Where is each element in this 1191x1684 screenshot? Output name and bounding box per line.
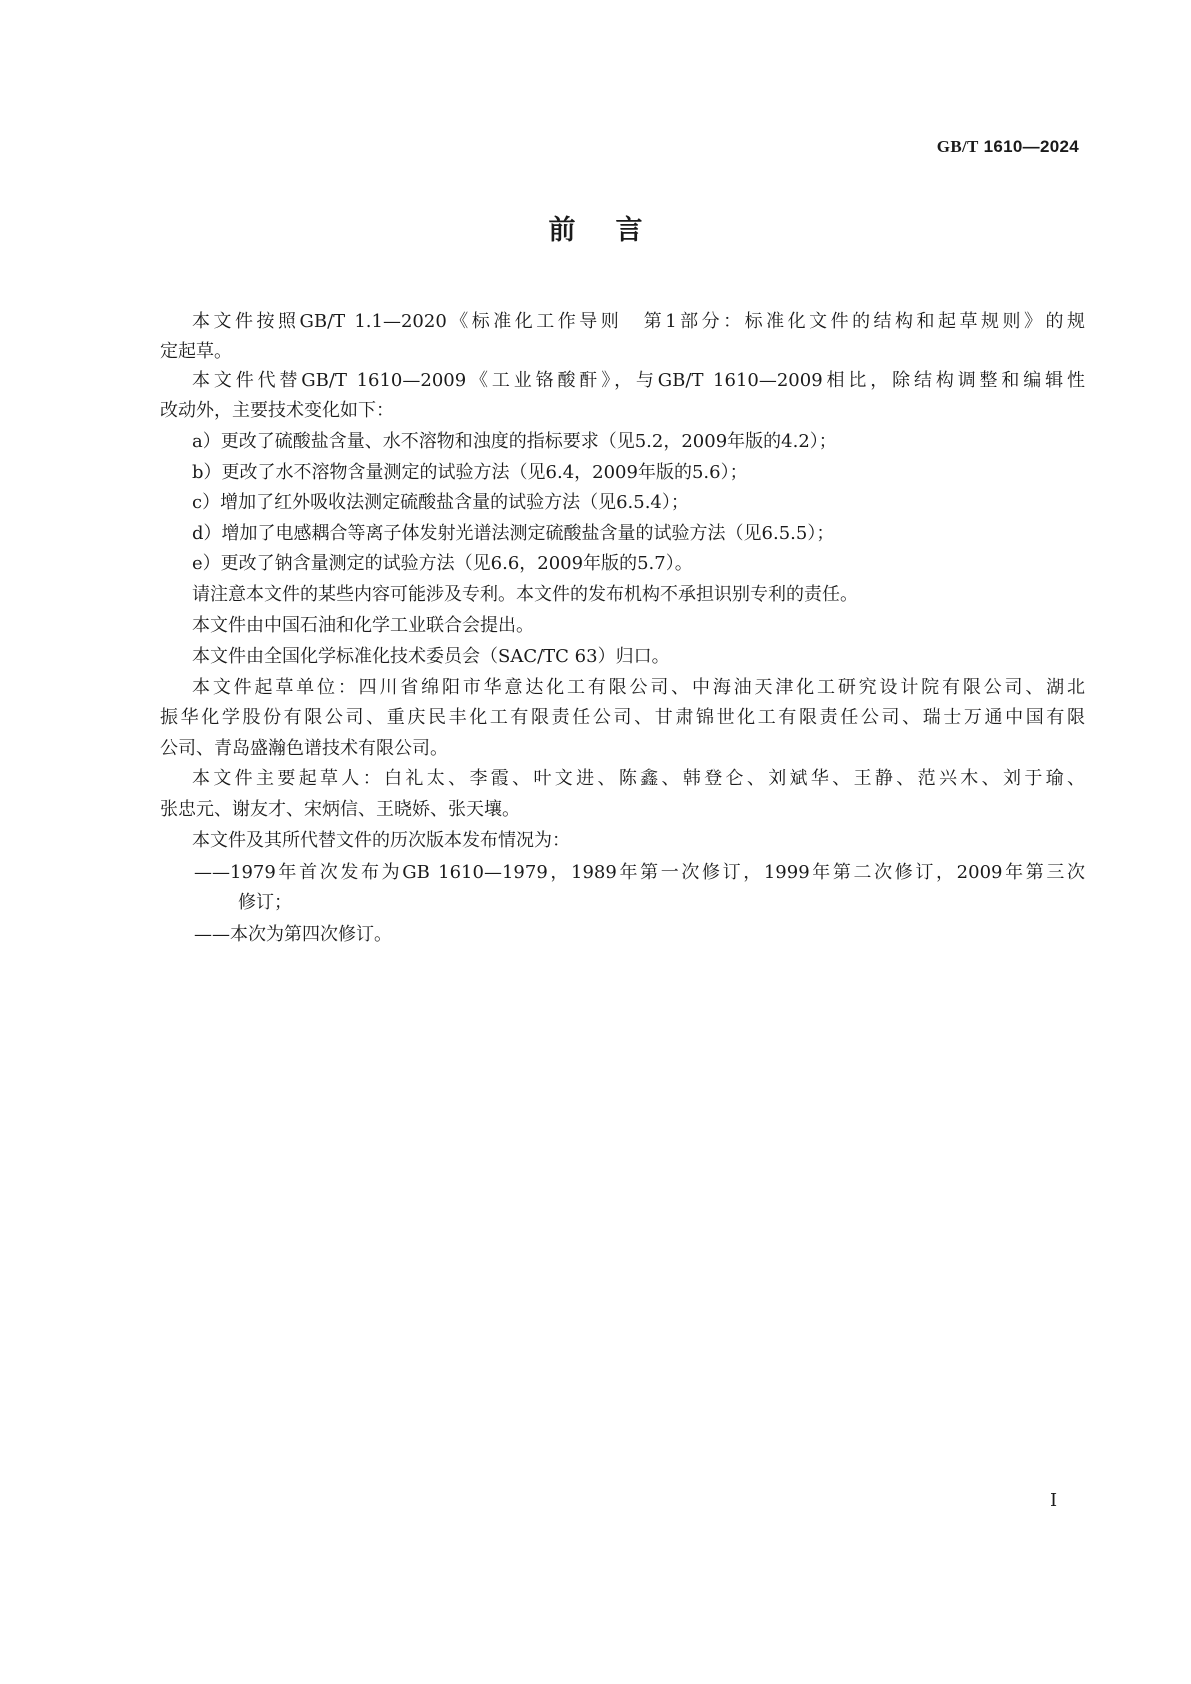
list-item: a）更改了硫酸盐含量、水不溶物和浊度的指标要求（见5.2，2009年版的4.2）； xyxy=(192,431,837,452)
history-item: ——1979年首次发布为GB 1610—1979，1989年第一次修订，1999年第二次修订，2009年第三次 xyxy=(194,862,1085,883)
code-number: 1610—2024 xyxy=(983,137,1079,156)
list-item: b）更改了水不溶物含量测定的试验方法（见6.4，2009年版的5.6）； xyxy=(192,462,748,483)
list-item: e）更改了钠含量测定的试验方法（见6.6，2009年版的5.7）。 xyxy=(192,553,693,574)
drafting-units-line: 本文件起草单位：四川省绵阳市华意达化工有限公司、中海油天津化工研究设计院有限公司、湖北 xyxy=(192,677,1085,698)
paragraph-line: 本文件代替GB/T 1610—2009《工业铬酸酐》，与GB/T 1610—2009相比，除结构调整和编辑性 xyxy=(192,370,1085,391)
drafting-units-line: 振华化学股份有限公司、重庆民丰化工有限责任公司、甘肃锦世化工有限责任公司、瑞士万通中国有限 xyxy=(160,707,1085,728)
page-title: 前言 xyxy=(548,215,683,246)
document-code xyxy=(937,137,1079,157)
list-item: d）增加了电感耦合等离子体发射光谱法测定硫酸盐含量的试验方法（见6.5.5）； xyxy=(192,523,835,544)
proposed-by: 本文件由中国石油和化学工业联合会提出。 xyxy=(192,615,534,636)
paragraph-line: 改动外，主要技术变化如下： xyxy=(160,400,394,421)
list-item: c）增加了红外吸收法测定硫酸盐含量的试验方法（见6.5.4）； xyxy=(192,492,689,513)
code-prefix: GB/T xyxy=(936,137,979,156)
patent-notice: 请注意本文件的某些内容可能涉及专利。本文件的发布机构不承担识别专利的责任。 xyxy=(192,584,858,605)
drafting-units-line: 公司、青岛盛瀚色谱技术有限公司。 xyxy=(160,738,448,759)
drafters-line: 张忠元、谢友才、宋炳信、王晓娇、张天壤。 xyxy=(160,799,520,820)
history-item-continued: 修订； xyxy=(238,892,292,913)
history-item: ——本次为第四次修订。 xyxy=(194,924,392,945)
paragraph-line: 本文件按照GB/T 1.1—2020《标准化工作导则 第1部分：标准化文件的结构和起草规则》的规 xyxy=(192,311,1085,332)
centralized-by: 本文件由全国化学标准化技术委员会（SAC/TC 63）归口。 xyxy=(192,646,670,667)
drafters-line: 本文件主要起草人：白礼太、李霞、叶文进、陈鑫、韩登仑、刘斌华、王静、范兴木、刘于瑜、 xyxy=(192,768,1085,789)
page-number: I xyxy=(1050,1490,1058,1511)
history-intro: 本文件及其所代替文件的历次版本发布情况为： xyxy=(192,830,570,851)
paragraph-line: 定起草。 xyxy=(160,341,232,362)
